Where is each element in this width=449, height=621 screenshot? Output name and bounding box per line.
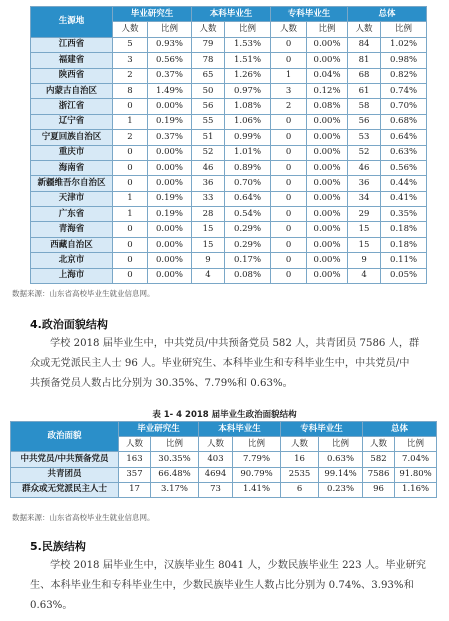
ethnicity-paragraph bbox=[30, 556, 434, 616]
table-cell: 2 bbox=[113, 130, 148, 145]
row-label: 陕西省 bbox=[31, 68, 113, 83]
table-cell: 163 bbox=[119, 452, 151, 467]
table-cell: 9 bbox=[192, 253, 225, 268]
table-cell: 2 bbox=[271, 99, 307, 114]
table-cell: 4 bbox=[192, 268, 225, 283]
table-cell: 0.82% bbox=[381, 68, 427, 83]
table-cell: 0 bbox=[113, 160, 148, 175]
table-cell: 66.48% bbox=[151, 467, 199, 482]
table-cell: 0.00% bbox=[307, 222, 348, 237]
corner-header: 政治面貌 bbox=[11, 422, 119, 452]
source-note: 数据来源：山东省高校毕业生就业信息网。 bbox=[12, 513, 155, 522]
table-row bbox=[31, 83, 427, 98]
table-cell: 1.08% bbox=[225, 99, 271, 114]
table-row bbox=[11, 482, 437, 497]
row-label: 群众或无党派民主人士 bbox=[11, 482, 119, 497]
table-cell: 0.00% bbox=[307, 114, 348, 129]
corner-header: 生源地 bbox=[31, 7, 113, 38]
table-cell: 0.41% bbox=[381, 191, 427, 206]
table-cell: 357 bbox=[119, 467, 151, 482]
table-cell: 0.00% bbox=[307, 53, 348, 68]
row-label: 新疆维吾尔自治区 bbox=[31, 176, 113, 191]
table-cell: 1.53% bbox=[225, 37, 271, 52]
row-label: 上海市 bbox=[31, 268, 113, 283]
table-cell: 0 bbox=[113, 222, 148, 237]
table-cell: 17 bbox=[119, 482, 151, 497]
table-cell: 0.00% bbox=[307, 145, 348, 160]
table-cell: 79 bbox=[192, 37, 225, 52]
table-cell: 0.18% bbox=[381, 222, 427, 237]
table-cell: 0.56% bbox=[148, 53, 192, 68]
sub-header: 人数 bbox=[363, 437, 395, 452]
table-cell: 52 bbox=[348, 145, 381, 160]
table-row bbox=[31, 130, 427, 145]
group-header: 毕业研究生 bbox=[113, 7, 192, 22]
table-cell: 91.80% bbox=[395, 467, 437, 482]
table-cell: 0.12% bbox=[307, 83, 348, 98]
table-cell: 0.37% bbox=[148, 130, 192, 145]
group-header: 专科毕业生 bbox=[271, 7, 348, 22]
origin-table bbox=[30, 6, 427, 284]
table-cell: 9 bbox=[348, 253, 381, 268]
table-cell: 16 bbox=[281, 452, 319, 467]
sub-header: 人数 bbox=[271, 22, 307, 37]
table-cell: 403 bbox=[199, 452, 233, 467]
table-cell: 15 bbox=[348, 237, 381, 252]
sub-header: 比例 bbox=[395, 437, 437, 452]
table-cell: 1 bbox=[113, 191, 148, 206]
table-cell: 15 bbox=[348, 222, 381, 237]
table-cell: 2535 bbox=[281, 467, 319, 482]
section-heading-ethnicity: 5.民族结构 bbox=[30, 540, 86, 553]
table-row bbox=[31, 176, 427, 191]
table-cell: 0.63% bbox=[319, 452, 363, 467]
table-cell: 0.89% bbox=[225, 160, 271, 175]
table-cell: 0.97% bbox=[225, 83, 271, 98]
table-cell: 78 bbox=[192, 53, 225, 68]
table-row bbox=[31, 191, 427, 206]
table-cell: 0.99% bbox=[225, 130, 271, 145]
table-cell: 52 bbox=[192, 145, 225, 160]
table-cell: 0 bbox=[113, 253, 148, 268]
group-header: 总体 bbox=[348, 7, 427, 22]
table-cell: 1.26% bbox=[225, 68, 271, 83]
paragraph-line: 众或无党派民主人士 96 人。毕业研究生、本科毕业生和专科毕业生中，中共党员/中 bbox=[30, 358, 410, 369]
table-row bbox=[31, 268, 427, 283]
table-cell: 582 bbox=[363, 452, 395, 467]
table-cell: 1.02% bbox=[381, 37, 427, 52]
table-cell: 65 bbox=[192, 68, 225, 83]
sub-header: 比例 bbox=[381, 22, 427, 37]
row-label: 青海省 bbox=[31, 222, 113, 237]
table-cell: 1.01% bbox=[225, 145, 271, 160]
sub-header: 人数 bbox=[113, 22, 148, 37]
paragraph-line: 生、本科毕业生和专科毕业生中，少数民族毕业生人数占比分别为 0.74%、3.93%和 bbox=[30, 580, 414, 591]
row-label: 辽宁省 bbox=[31, 114, 113, 129]
sub-header: 人数 bbox=[348, 22, 381, 37]
table-cell: 0 bbox=[271, 53, 307, 68]
table-cell: 1 bbox=[113, 114, 148, 129]
table-cell: 84 bbox=[348, 37, 381, 52]
table-row bbox=[31, 222, 427, 237]
table-cell: 73 bbox=[199, 482, 233, 497]
table-cell: 0.19% bbox=[148, 114, 192, 129]
table-cell: 61 bbox=[348, 83, 381, 98]
table-cell: 0 bbox=[271, 253, 307, 268]
table-cell: 90.79% bbox=[233, 467, 281, 482]
row-label: 共青团员 bbox=[11, 467, 119, 482]
table-cell: 0.00% bbox=[307, 207, 348, 222]
table-cell: 0.00% bbox=[148, 160, 192, 175]
sub-header: 人数 bbox=[192, 22, 225, 37]
politics-table-body bbox=[11, 452, 437, 498]
table-cell: 15 bbox=[192, 222, 225, 237]
table-cell: 34 bbox=[348, 191, 381, 206]
table-cell: 0.70% bbox=[225, 176, 271, 191]
table-cell: 99.14% bbox=[319, 467, 363, 482]
table-cell: 6 bbox=[281, 482, 319, 497]
table-cell: 0.00% bbox=[148, 222, 192, 237]
table-cell: 1 bbox=[113, 207, 148, 222]
row-label: 浙江省 bbox=[31, 99, 113, 114]
table-cell: 0 bbox=[271, 130, 307, 145]
table-cell: 0.00% bbox=[307, 268, 348, 283]
table-cell: 0.00% bbox=[307, 160, 348, 175]
politics-table bbox=[10, 421, 437, 498]
table-row bbox=[31, 237, 427, 252]
row-label: 中共党员/中共预备党员 bbox=[11, 452, 119, 467]
table-row bbox=[31, 160, 427, 175]
table-cell: 0.00% bbox=[307, 191, 348, 206]
table-cell: 0.00% bbox=[148, 176, 192, 191]
table-cell: 4 bbox=[348, 268, 381, 283]
group-header: 本科毕业生 bbox=[192, 7, 271, 22]
table-cell: 0.68% bbox=[381, 114, 427, 129]
source-note: 数据来源：山东省高校毕业生就业信息网。 bbox=[12, 289, 155, 298]
table-cell: 53 bbox=[348, 130, 381, 145]
politics-paragraph bbox=[30, 334, 434, 394]
table-cell: 55 bbox=[192, 114, 225, 129]
table-cell: 46 bbox=[348, 160, 381, 175]
table-cell: 2 bbox=[113, 68, 148, 83]
row-label: 西藏自治区 bbox=[31, 237, 113, 252]
table-cell: 0.54% bbox=[225, 207, 271, 222]
table-cell: 0.00% bbox=[148, 253, 192, 268]
table-row bbox=[11, 452, 437, 467]
table-cell: 50 bbox=[192, 83, 225, 98]
table-cell: 0 bbox=[271, 222, 307, 237]
table-cell: 68 bbox=[348, 68, 381, 83]
table-cell: 29 bbox=[348, 207, 381, 222]
table-cell: 0 bbox=[271, 37, 307, 52]
sub-header: 比例 bbox=[148, 22, 192, 37]
sub-header: 比例 bbox=[225, 22, 271, 37]
table-cell: 0.00% bbox=[307, 176, 348, 191]
table-cell: 0.17% bbox=[225, 253, 271, 268]
table-cell: 0.64% bbox=[381, 130, 427, 145]
table-cell: 0 bbox=[271, 145, 307, 160]
table-cell: 8 bbox=[113, 83, 148, 98]
table-row bbox=[31, 207, 427, 222]
table-row bbox=[31, 114, 427, 129]
table-cell: 3.17% bbox=[151, 482, 199, 497]
table-cell: 0 bbox=[113, 145, 148, 160]
table-cell: 0.29% bbox=[225, 237, 271, 252]
table-cell: 0.00% bbox=[307, 37, 348, 52]
row-label: 重庆市 bbox=[31, 145, 113, 160]
table-cell: 0 bbox=[271, 114, 307, 129]
table-cell: 0.00% bbox=[148, 237, 192, 252]
table-cell: 1.06% bbox=[225, 114, 271, 129]
table-row bbox=[31, 53, 427, 68]
table-row bbox=[31, 68, 427, 83]
group-header: 专科毕业生 bbox=[281, 422, 363, 437]
paragraph-line: 学校 2018 届毕业生中，中共党员/中共预备党员 582 人，共青团员 7586 人，群 bbox=[50, 338, 420, 349]
table-cell: 0.93% bbox=[148, 37, 192, 52]
table-cell: 1.49% bbox=[148, 83, 192, 98]
row-label: 宁夏回族自治区 bbox=[31, 130, 113, 145]
row-label: 广东省 bbox=[31, 207, 113, 222]
table-cell: 0.44% bbox=[381, 176, 427, 191]
table-cell: 0.00% bbox=[148, 145, 192, 160]
table-cell: 0 bbox=[113, 268, 148, 283]
table-cell: 0 bbox=[271, 207, 307, 222]
table-cell: 3 bbox=[271, 83, 307, 98]
table-cell: 0.00% bbox=[148, 268, 192, 283]
paragraph-line: 0.63%。 bbox=[30, 600, 73, 611]
table-caption: 表 1- 4 2018 届毕业生政治面貌结构 bbox=[152, 410, 297, 420]
table-cell: 0.04% bbox=[307, 68, 348, 83]
table-cell: 7.04% bbox=[395, 452, 437, 467]
table-cell: 0.00% bbox=[307, 253, 348, 268]
table-cell: 0.05% bbox=[381, 268, 427, 283]
table-cell: 0.98% bbox=[381, 53, 427, 68]
table-cell: 0.74% bbox=[381, 83, 427, 98]
table-row bbox=[31, 145, 427, 160]
sub-header: 比例 bbox=[307, 22, 348, 37]
row-label: 海南省 bbox=[31, 160, 113, 175]
table-cell: 28 bbox=[192, 207, 225, 222]
row-label: 天津市 bbox=[31, 191, 113, 206]
table-row bbox=[11, 467, 437, 482]
table-cell: 3 bbox=[113, 53, 148, 68]
table-cell: 0.37% bbox=[148, 68, 192, 83]
table-cell: 0.63% bbox=[381, 145, 427, 160]
row-label: 北京市 bbox=[31, 253, 113, 268]
table-cell: 1.51% bbox=[225, 53, 271, 68]
table-cell: 0 bbox=[271, 237, 307, 252]
table-cell: 56 bbox=[192, 99, 225, 114]
section-heading-politics: 4.政治面貌结构 bbox=[30, 318, 108, 331]
table-cell: 0.70% bbox=[381, 99, 427, 114]
table-cell: 1.16% bbox=[395, 482, 437, 497]
table-cell: 0 bbox=[271, 160, 307, 175]
table-cell: 5 bbox=[113, 37, 148, 52]
row-label: 内蒙古自治区 bbox=[31, 83, 113, 98]
sub-header: 比例 bbox=[319, 437, 363, 452]
table-cell: 15 bbox=[192, 237, 225, 252]
row-label: 福建省 bbox=[31, 53, 113, 68]
table-cell: 0.19% bbox=[148, 207, 192, 222]
table-cell: 1.41% bbox=[233, 482, 281, 497]
table-cell: 56 bbox=[348, 114, 381, 129]
table-cell: 0.35% bbox=[381, 207, 427, 222]
table-cell: 30.35% bbox=[151, 452, 199, 467]
table-cell: 4694 bbox=[199, 467, 233, 482]
table-row bbox=[31, 37, 427, 52]
sub-header: 人数 bbox=[281, 437, 319, 452]
table-row bbox=[31, 99, 427, 114]
table-cell: 36 bbox=[348, 176, 381, 191]
table-cell: 0.18% bbox=[381, 237, 427, 252]
table-cell: 33 bbox=[192, 191, 225, 206]
table-cell: 0 bbox=[271, 176, 307, 191]
origin-table-body bbox=[31, 37, 427, 283]
table-cell: 7.79% bbox=[233, 452, 281, 467]
table-cell: 7586 bbox=[363, 467, 395, 482]
group-header: 毕业研究生 bbox=[119, 422, 199, 437]
group-header: 总体 bbox=[363, 422, 437, 437]
table-cell: 0 bbox=[113, 99, 148, 114]
table-cell: 0.00% bbox=[307, 130, 348, 145]
table-cell: 1 bbox=[271, 68, 307, 83]
table-cell: 0.56% bbox=[381, 160, 427, 175]
table-cell: 0.19% bbox=[148, 191, 192, 206]
table-cell: 0 bbox=[113, 176, 148, 191]
table-cell: 36 bbox=[192, 176, 225, 191]
table-cell: 0 bbox=[271, 191, 307, 206]
table-cell: 0 bbox=[271, 268, 307, 283]
table-cell: 51 bbox=[192, 130, 225, 145]
group-header: 本科毕业生 bbox=[199, 422, 281, 437]
table-row bbox=[31, 253, 427, 268]
row-label: 江西省 bbox=[31, 37, 113, 52]
table-cell: 46 bbox=[192, 160, 225, 175]
table-cell: 81 bbox=[348, 53, 381, 68]
table-cell: 0.11% bbox=[381, 253, 427, 268]
table-cell: 0.64% bbox=[225, 191, 271, 206]
table-cell: 0.00% bbox=[307, 237, 348, 252]
sub-header: 人数 bbox=[199, 437, 233, 452]
sub-header: 比例 bbox=[151, 437, 199, 452]
table-cell: 96 bbox=[363, 482, 395, 497]
paragraph-line: 学校 2018 届毕业生中，汉族毕业生 8041 人，少数民族毕业生 223 人。毕业研究 bbox=[50, 560, 426, 571]
table-cell: 0.08% bbox=[225, 268, 271, 283]
table-cell: 58 bbox=[348, 99, 381, 114]
table-cell: 0.29% bbox=[225, 222, 271, 237]
sub-header: 比例 bbox=[233, 437, 281, 452]
table-cell: 0.23% bbox=[319, 482, 363, 497]
sub-header: 人数 bbox=[119, 437, 151, 452]
table-cell: 0.00% bbox=[148, 99, 192, 114]
paragraph-line: 共预备党员人数占比分别为 30.35%、7.79%和 0.63%。 bbox=[30, 378, 293, 389]
table-cell: 0 bbox=[113, 237, 148, 252]
table-cell: 0.08% bbox=[307, 99, 348, 114]
